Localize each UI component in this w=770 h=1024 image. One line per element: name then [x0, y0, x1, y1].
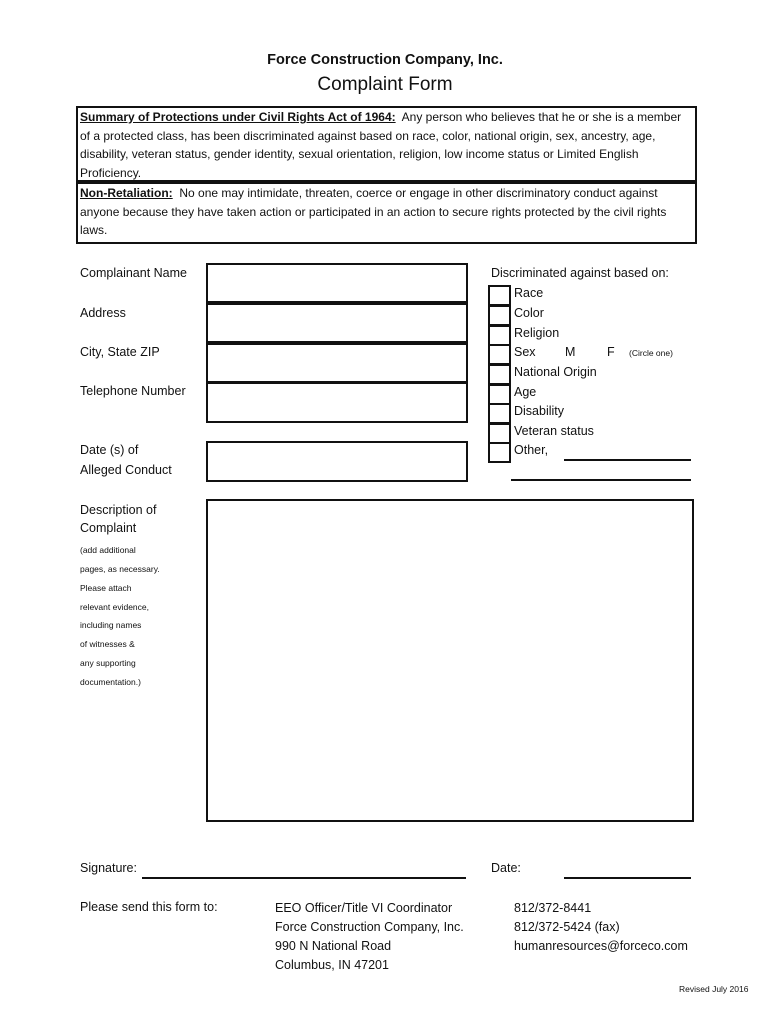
- description-note: any supporting: [80, 658, 136, 668]
- email-address[interactable]: humanresources@forceco.com: [514, 939, 688, 953]
- religion-checkbox[interactable]: [488, 325, 511, 346]
- description-note: including names: [80, 620, 142, 630]
- sex-label: Sex: [514, 345, 536, 359]
- contact-info: [514, 899, 688, 956]
- sex-checkbox[interactable]: [488, 344, 511, 365]
- complainant-name-label: Complainant Name: [80, 266, 187, 280]
- description-label-line2: Complaint: [80, 521, 137, 535]
- address-line: Force Construction Company, Inc.: [275, 920, 464, 934]
- address-field[interactable]: [206, 303, 468, 343]
- non-retaliation-box: [76, 182, 697, 244]
- signature-date-label: Date:: [491, 861, 521, 875]
- city-state-zip-field[interactable]: [206, 343, 468, 383]
- signature-label: Signature:: [80, 861, 137, 875]
- color-label: Color: [514, 306, 544, 320]
- veteran-status-label: Veteran status: [514, 424, 594, 438]
- address-line: EEO Officer/Title VI Coordinator: [275, 901, 453, 915]
- description-note: of witnesses &: [80, 639, 135, 649]
- non-retaliation-heading: Non-Retaliation:: [80, 186, 173, 200]
- religion-label: Religion: [514, 326, 560, 340]
- summary-text: Any person who believes that he or she is a member of a protected class, has been discriminated against based on race, color, national origin, sex, ancestry, age, disability, veteran status, gender identity, sexual orientation, religion, low income status or Limited English Proficiency.: [80, 110, 682, 181]
- other-label: Other,: [514, 443, 549, 457]
- other-specify-line-2[interactable]: [511, 479, 691, 481]
- description-note: Please attach: [80, 583, 132, 593]
- telephone-field[interactable]: [206, 382, 468, 423]
- mailing-address: [275, 899, 464, 975]
- description-label-line1: Description of: [80, 503, 157, 517]
- disability-checkbox[interactable]: [488, 403, 511, 424]
- complainant-name-field[interactable]: [206, 263, 468, 303]
- signature-date-line[interactable]: [564, 877, 691, 879]
- summary-heading: Summary of Protections under Civil Rights Act of 1964:: [80, 110, 396, 124]
- description-note: pages, as necessary.: [80, 564, 160, 574]
- disability-label: Disability: [514, 404, 565, 418]
- description-note: relevant evidence,: [80, 602, 149, 612]
- age-label: Age: [514, 385, 537, 399]
- date-label-line1: Date (s) of: [80, 443, 139, 457]
- address-line: Columbus, IN 47201: [275, 958, 389, 972]
- sex-option-f[interactable]: F: [607, 345, 615, 359]
- address-label: Address: [80, 306, 126, 320]
- city-state-zip-label: City, State ZIP: [80, 345, 160, 359]
- age-checkbox[interactable]: [488, 384, 511, 405]
- discrimination-heading: Discriminated against based on:: [491, 266, 669, 280]
- circle-one-note: (Circle one): [629, 348, 673, 358]
- address-line: 990 N National Road: [275, 939, 392, 953]
- telephone-label: Telephone Number: [80, 384, 186, 398]
- veteran-status-checkbox[interactable]: [488, 423, 511, 444]
- race-label: Race: [514, 286, 544, 300]
- description-field[interactable]: [206, 499, 694, 822]
- sex-option-m[interactable]: M: [565, 345, 576, 359]
- civil-rights-summary-box: [76, 106, 697, 182]
- fax-number: 812/372-5424 (fax): [514, 920, 620, 934]
- national-origin-checkbox[interactable]: [488, 364, 511, 385]
- other-specify-line[interactable]: [564, 459, 691, 461]
- race-checkbox[interactable]: [488, 285, 511, 306]
- signature-line[interactable]: [142, 877, 466, 879]
- send-to-label: Please send this form to:: [80, 900, 218, 914]
- description-note: documentation.): [80, 677, 141, 687]
- national-origin-label: National Origin: [514, 365, 597, 379]
- form-title: Complaint Form: [317, 74, 453, 95]
- company-name: Force Construction Company, Inc.: [267, 52, 503, 68]
- non-retaliation-text: No one may intimidate, threaten, coerce or engage in other discriminatory conduct against anyone because they have taken action or participated in an action to secure rights protected by the civil rights laws.: [80, 186, 667, 238]
- date-label-line2: Alleged Conduct: [80, 463, 172, 477]
- alleged-conduct-date-field[interactable]: [206, 441, 468, 482]
- revised-date: Revised July 2016: [679, 984, 749, 994]
- color-checkbox[interactable]: [488, 305, 511, 326]
- phone-number: 812/372-8441: [514, 901, 592, 915]
- other-checkbox[interactable]: [488, 442, 511, 463]
- description-note: (add additional: [80, 545, 136, 555]
